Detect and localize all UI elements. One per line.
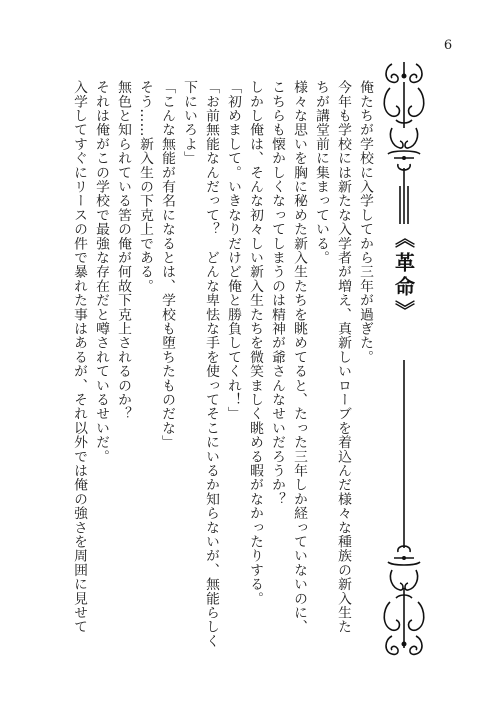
text-line: 「初めまして。いきなりだけど俺と勝負してくれ！」	[225, 80, 241, 421]
text-line: 下にいろよ」	[181, 80, 197, 166]
body-text	[68, 80, 376, 650]
text-line: しかし俺は、そんな初々しい新入生たちを微笑ましく眺める暇がなかったりする。	[247, 80, 263, 606]
text-line: 「こんな無能が有名になるとは、学校も堕ちたものだな」	[159, 80, 175, 450]
text-line: 「お前無能なんだって？ どんな卑怯な手を使ってそこにいるか知らないが、無能らしく	[203, 80, 219, 648]
text-line: ちが講堂前に集まっている。	[313, 80, 329, 265]
text-line: それは俺がこの学校で最強な存在だと噂されているせいだ。	[93, 80, 109, 464]
page-number: 6	[443, 38, 453, 53]
chapter-title: 《革命》	[391, 228, 416, 324]
text-line: 俺たちが学校に入学してから三年が過ぎた。	[357, 80, 373, 364]
ornament-scroll-icon	[382, 58, 426, 662]
text-line: 今年も学校には新たな入学者が増え、真新しいローブを着込んだ様々な種族の新入生た	[335, 80, 351, 634]
text-line: こちらも懐かしくなってしまうのは精神が爺さんなせいだろうか？	[269, 80, 285, 506]
text-line: 様々な思いを胸に秘めた新入生たちを眺めてると、たった三年しか経っていないのに、	[291, 80, 307, 634]
text-line: 入学してすぐにリースの件で暴れた事はあるが、それ以外では俺の強さを周囲に見せて	[71, 80, 87, 634]
text-line: そう……新入生の下克上である。	[137, 80, 153, 293]
chapter-banner-ornament	[382, 58, 426, 662]
text-line: 無色と知られている筈の俺が何故下克上されるのか？	[115, 80, 131, 421]
